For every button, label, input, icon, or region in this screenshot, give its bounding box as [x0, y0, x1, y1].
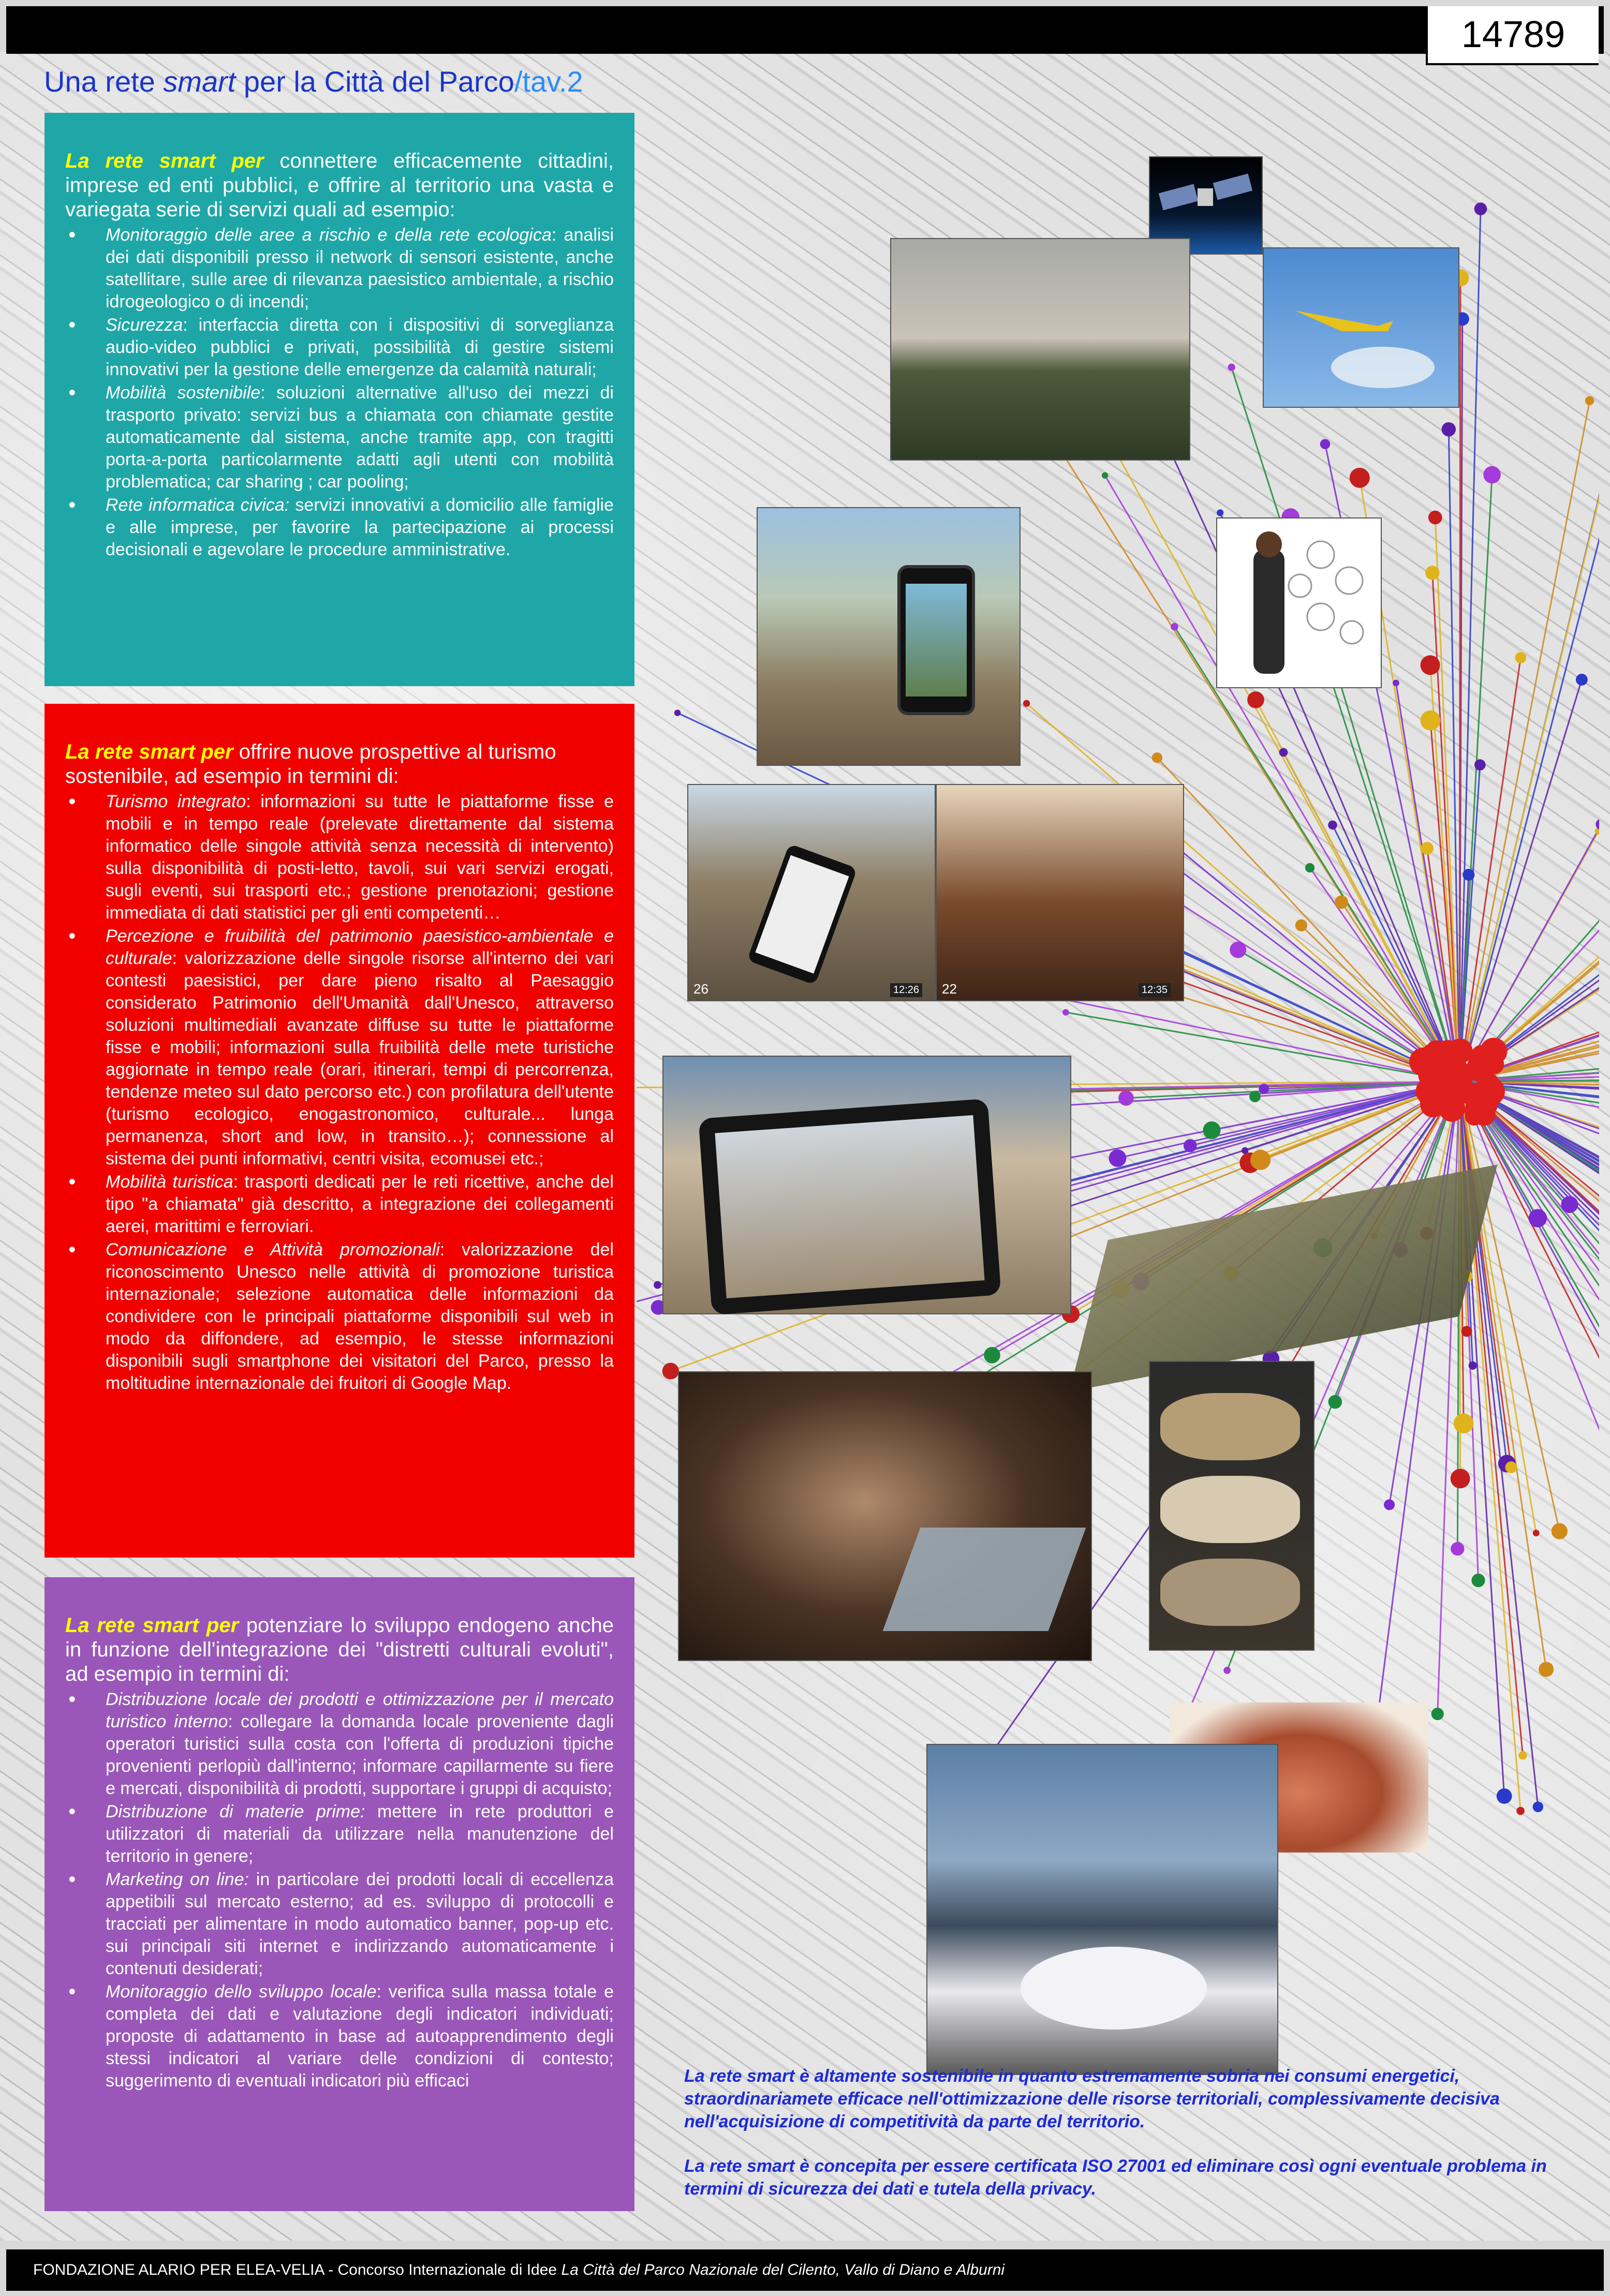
network-node — [1463, 869, 1474, 881]
network-node — [1469, 1361, 1477, 1370]
network-node — [1102, 472, 1108, 479]
network-node — [654, 1281, 661, 1289]
town-phone-app-photo — [757, 507, 1021, 766]
photo-time: 12:35 — [1139, 983, 1171, 997]
network-node — [1118, 1090, 1134, 1106]
network-node — [1384, 1499, 1395, 1510]
network-link — [1459, 182, 1599, 1082]
network-node — [1249, 1091, 1261, 1102]
tourism-app-photo — [687, 784, 936, 1001]
network-node — [1515, 652, 1526, 663]
network-node — [1320, 439, 1331, 450]
network-node — [1217, 509, 1223, 516]
network-hub-node — [1418, 1066, 1438, 1086]
panel-intro: La rete smart per offrire nuove prospettive al turismo sostenibile, ad esempio in termini di: — [65, 740, 556, 788]
bullet-list — [65, 1688, 614, 2092]
photo-caption: 26 — [693, 981, 708, 997]
network-node — [1585, 396, 1594, 405]
network-node — [1474, 202, 1487, 215]
boy-laptop-photo — [678, 1371, 1092, 1661]
list-item: • Monitoraggio dello sviluppo locale: verifica sulla massa totale e completa dei dati e valutazione degli indicatori individuati; proposte di adattamento in base ad autoapprendimento degli stessi indicatori al variare delle condizioni di contesto; suggerimento di eventuali indicatori più efficaci — [65, 1981, 614, 2092]
network-node — [1109, 1149, 1126, 1167]
network-link — [1459, 595, 1599, 1082]
network-node — [1228, 364, 1235, 371]
network-node — [1421, 655, 1440, 675]
network-node — [1552, 1523, 1568, 1539]
network-node — [662, 1362, 679, 1379]
network-node — [1539, 1662, 1554, 1677]
network-node — [1596, 819, 1599, 830]
list-item: • Percezione e fruibilità del patrimonio paesistico-ambientale e culturale: valorizzazione delle singole risorse all'interno dei vari contesti paesistici, per dare pieno risalto al Paesaggio considerato Patrimonio dell'Umanità dall'Unesco, attraverso soluzioni multimediali avanzate diffuse su tutte le piattaforme fisse e mobili; informazioni sulla fruibilità delle mete turistiche aggiornate in tempo reale (orari, itinerari, tempi di percorrenza, tendenze meteo sul dato percorso etc.) con profilatura dell'utente (turismo ecologico, enogastronomico, culturale... lunga permanenza, short and low, in transito…); connessione al sistema dei punti informativi, centri visita, ecomusei etc.; — [65, 925, 614, 1170]
network-node — [1421, 710, 1441, 731]
network-node — [1335, 895, 1348, 909]
laptop-icon — [883, 1528, 1086, 1631]
entry-code: 14789 — [1426, 6, 1599, 65]
page-title: Una rete smart per la Città del Parco/tav.2 — [44, 65, 583, 98]
panel-intro: La rete smart per potenziare lo sviluppo endogeno anche in funzione dell'integrazione dei "distretti culturali evoluti", ad esempio in termini di: — [65, 1614, 614, 1685]
archaeology-site-photo — [1149, 1361, 1314, 1651]
network-node — [1184, 1139, 1197, 1152]
network-node — [1421, 842, 1434, 855]
network-node — [1305, 863, 1314, 872]
list-item: • Mobilità turistica: trasporti dedicati per le reti ricettive, anche del tipo "a chiamata" già descritto, a integrazione dei collegamenti aerei, marittimi e ferroviari. — [65, 1171, 614, 1238]
network-link — [1174, 627, 1459, 1082]
network-node — [674, 709, 681, 716]
closing-paragraph: La rete smart è concepita per essere certificata ISO 27001 ed eliminare così ogni eventuale problema in termini di sicurezza dei dati e tutela della privacy. — [684, 2156, 1547, 2199]
network-node — [1259, 1084, 1269, 1094]
list-item: • Turismo integrato: informazioni su tutte le piattaforme fisse e mobili e in tempo reale (prelevate direttamente dal sistema informatico delle singole attività senza necessità di intervento) sulla disponibilità di posti-letto, tavoli, sui vari servizi erogati, sugli eventi, sui trasporti etc.; gestione prenotazioni; gestione immediata di dati statistici per gli enti competenti… — [65, 791, 614, 924]
list-item: • Rete informatica civica: servizi innovativi a domicilio alle famiglie e alle imprese, per favorire la partecipazione ai processi decisionali e agevolare le procedure amministrative. — [65, 494, 614, 561]
network-node — [1250, 1150, 1271, 1170]
network-node — [1328, 1395, 1342, 1409]
bullet-list — [65, 224, 614, 561]
network-node — [1576, 674, 1588, 686]
dining-table — [1021, 1947, 1207, 2030]
woman-service-icons-photo — [1216, 517, 1382, 688]
network-node — [1023, 700, 1030, 707]
tablet-icon — [698, 1099, 1001, 1315]
network-node — [1152, 752, 1162, 763]
panel-tourism — [45, 704, 634, 1558]
firefighting-plane-photo — [1263, 247, 1459, 408]
network-node — [1230, 942, 1246, 958]
smartphone-icon — [897, 565, 975, 715]
wildfire-landscape-photo — [890, 238, 1190, 461]
network-node — [1518, 1751, 1527, 1759]
network-node — [1529, 1209, 1547, 1227]
network-hub-node — [1476, 1077, 1505, 1106]
network-hub-node — [1446, 1062, 1473, 1089]
network-link — [1459, 401, 1590, 1082]
network-node — [1431, 1708, 1444, 1720]
network-node — [1350, 468, 1370, 488]
panel-connect — [45, 113, 634, 686]
photo-collage — [637, 119, 1599, 2101]
list-item: • Distribuzione locale dei prodotti e ottimizzazione per il mercato turistico interno: collegare la domanda locale proveniente dagli operatori turistici sulla costa con l'offerta di produzioni tipiche provenienti perlopiù dall'interno; informare capillarmente su fiere e mercati, disponibilità di prodotti, supportare i gruppi di acquisto; — [65, 1688, 614, 1800]
panel-development — [45, 1577, 634, 2211]
network-node — [1279, 748, 1288, 757]
network-node — [1483, 466, 1501, 484]
photo-caption: 22 — [942, 981, 957, 997]
network-node — [1203, 1121, 1220, 1139]
closing-paragraph: La rete smart è altamente sostenibile in quanto estremamente sobria nei consumi energetici, straordinariamete efficace nell'ottimizzazione delle risorse territoriali, complessivamente decisiva nell'acquisizione di competitività da parte del territorio. — [684, 2066, 1500, 2131]
smartphone-icon — [747, 843, 858, 985]
network-node — [984, 1347, 1000, 1364]
network-hub-node — [1420, 1088, 1441, 1109]
network-node — [1451, 1469, 1470, 1488]
network-node — [1497, 1788, 1512, 1804]
network-node — [1223, 1667, 1231, 1674]
list-item: • Distribuzione di materie prime: mettere in rete produttori e utilizzatori di materiali da utilizzare nella manutenzione del territorio in genere; — [65, 1801, 614, 1868]
bullet-list — [65, 791, 614, 1395]
network-node — [1533, 1801, 1544, 1812]
network-node — [1442, 422, 1456, 437]
network-node — [1454, 1413, 1474, 1433]
list-item: • Comunicazione e Attività promozionali: valorizzazione del riconoscimento Unesco nelle attività di promozione turistica internazionale; selezione automatica delle informazioni da condividere con le principali piattaforme disponibili sul web in modo da diffondere, ad esempio, le stesse informazioni disponibili sugli smartphone dei visitatori del Parco, presso la moltitudine internazionale dei fruitori di Google Map. — [65, 1239, 614, 1395]
panel-intro: La rete smart per connettere efficacemente cittadini, imprese ed enti pubblici, e offrire al territorio una vasta e variegata serie di servizi quali ad esempio: — [65, 150, 614, 221]
network-node — [1471, 1574, 1485, 1587]
network-node — [1062, 1009, 1069, 1016]
photo-time: 12:26 — [890, 983, 922, 997]
network-node — [1171, 623, 1178, 631]
footer: FONDAZIONE ALARIO PER ELEA-VELIA - Concorso Internazionale di Idee La Città del Parco Nazionale del Cilento, Vallo di Diano e Alburni — [6, 2249, 1604, 2291]
service-icons — [1217, 519, 1381, 687]
network-node — [1533, 1530, 1540, 1536]
list-item: • Marketing on line: in particolare dei prodotti locali di eccellenza appetibili sul mercato esterno; ad es. sviluppo di protocolli e tracciati per alimentare in modo automatico banner, pop-up etc. sui principali siti internet e indirizzando automaticamente i contenuti desiderati; — [65, 1869, 614, 1980]
network-node — [1561, 1196, 1578, 1213]
network-node — [1428, 511, 1442, 525]
network-node — [1295, 920, 1307, 931]
network-link — [1459, 278, 1460, 1082]
network-node — [1474, 759, 1486, 771]
network-node — [1328, 821, 1337, 830]
network-node — [1451, 1542, 1464, 1556]
list-item: • Sicurezza: interfaccia diretta con i dispositivi di sorveglianza audio-video pubblici e privati, possibilità di gestire sistemi innovativi per la gestione delle emergenze da calamità naturali; — [65, 314, 614, 381]
network-node — [1516, 1807, 1525, 1815]
list-item: • Monitoraggio delle aree a rischio e della rete ecologica: analisi dei dati disponibili presso il network di sensori esistente, anche satellitare, sulle aree di rilevanza paesistico ambientale, a rischio idrogeologico o di incendi; — [65, 224, 614, 313]
network-link — [1459, 697, 1599, 1082]
hotel-reception-photo — [936, 784, 1184, 1001]
network-hub-node — [1480, 1047, 1500, 1068]
network-node — [1461, 1326, 1472, 1337]
network-node — [1393, 679, 1399, 686]
closing-statement — [684, 2065, 1585, 2222]
seaside-dinner-photo — [926, 1744, 1278, 2075]
list-item: • Mobilità sostenibile: soluzioni alternative all'uso dei mezzi di trasporto privato: servizi bus a chiamata con chiamate gestite automaticamente dal sistema, anche tramite app, con tragitti porta-a-porta particolarmente adatti agli utenti con mobilità problematica; car sharing ; car pooling; — [65, 382, 614, 493]
top-bar — [6, 6, 1604, 54]
plane-icon — [1264, 248, 1458, 407]
network-link — [1459, 1082, 1599, 1501]
tablet-temple-photo — [662, 1056, 1071, 1314]
network-node — [1505, 1461, 1517, 1473]
network-node — [1247, 691, 1264, 708]
network-node — [1425, 566, 1439, 580]
